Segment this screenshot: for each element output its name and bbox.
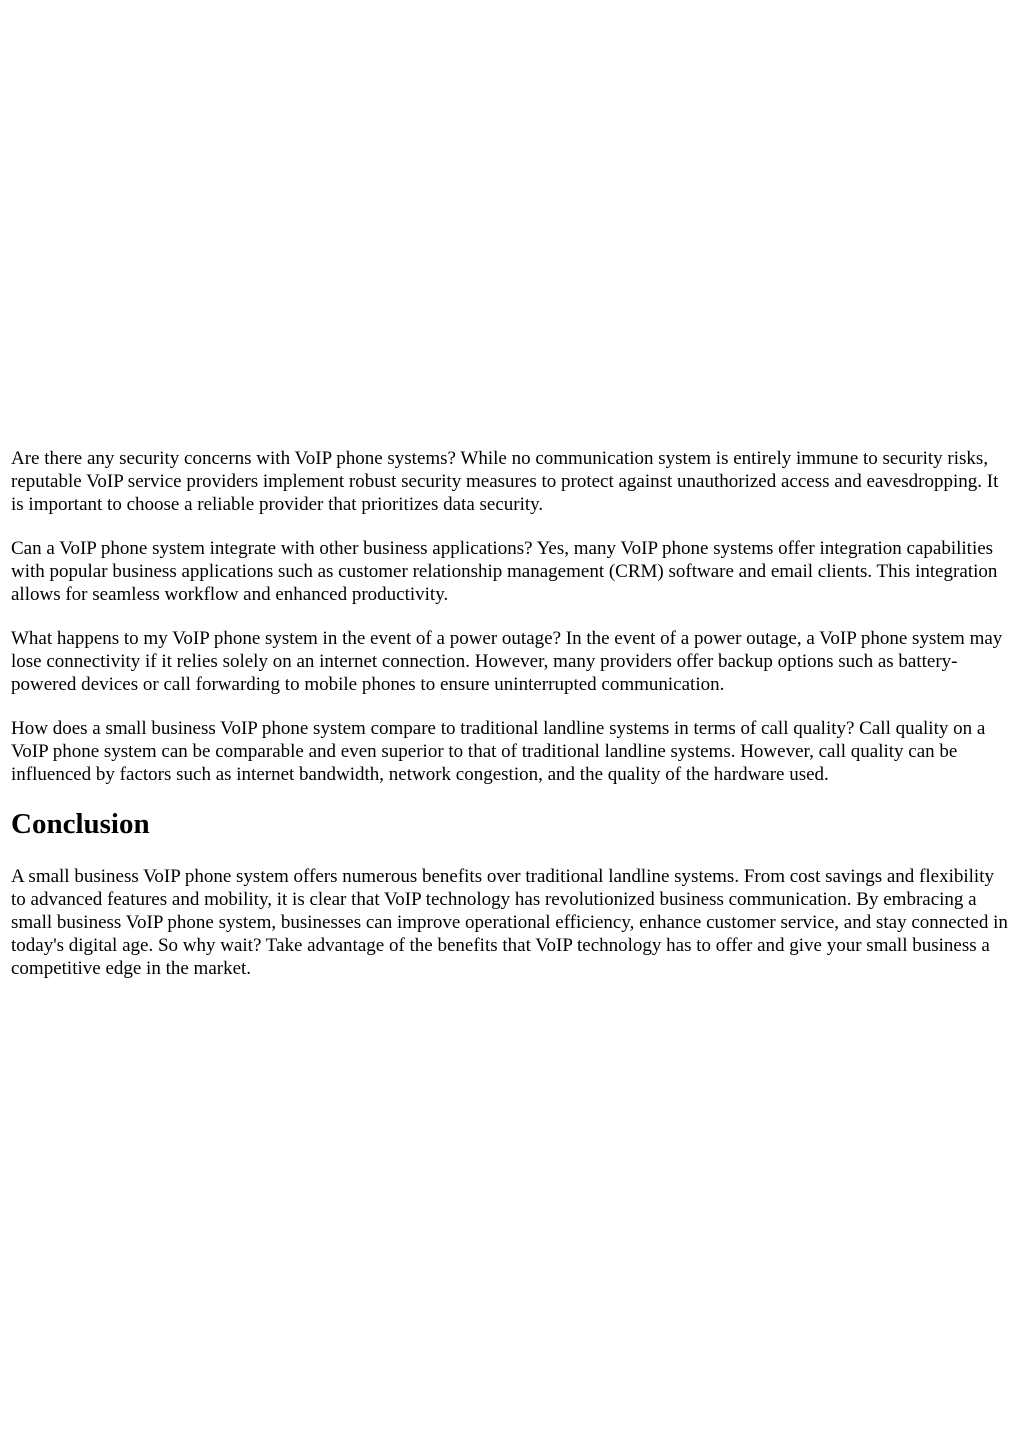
- faq-call-quality-paragraph: How does a small business VoIP phone system compare to traditional landline systems in terms of call quality? Call quality on a VoIP phone system can be comparable and even superior to that of traditional landline systems. However, call quality can be influenced by factors such as internet bandwidth, network congestion, and the quality of the hardware used.: [11, 718, 986, 785]
- conclusion-paragraph: A small business VoIP phone system offers numerous benefits over traditional landline systems. From cost savings and flexibility to advanced features and mobility, it is clear that VoIP technology has revolutionized business communication. By embracing a small business VoIP phone system, businesses can improve operational efficiency, enhance customer service, and stay connected in today's digital age. So why wait? Take advantage of the benefits that VoIP technology has to offer and give your small business a competitive edge in the market.: [11, 866, 1008, 979]
- faq-integration-paragraph: Can a VoIP phone system integrate with other business applications? Yes, many VoIP phone systems offer integration capabilities with popular business applications such as customer relationship management (CRM) software and email clients. This integration allows for seamless workflow and enhanced productivity.: [11, 538, 998, 605]
- faq-power-outage-paragraph: What happens to my VoIP phone system in the event of a power outage? In the event of a power outage, a VoIP phone system may lose connectivity if it relies solely on an internet connection. However, many providers offer backup options such as battery-powered devices or call forwarding to mobile phones to ensure uninterrupted communication.: [11, 628, 1003, 695]
- article-content: [11, 447, 1013, 1001]
- conclusion-heading: Conclusion: [11, 808, 150, 840]
- faq-security-paragraph: Are there any security concerns with VoIP phone systems? While no communication system is entirely immune to security risks, reputable VoIP service providers implement robust security measures to protect against unauthorized access and eavesdropping. It is important to choose a reliable provider that prioritizes data security.: [11, 448, 999, 515]
